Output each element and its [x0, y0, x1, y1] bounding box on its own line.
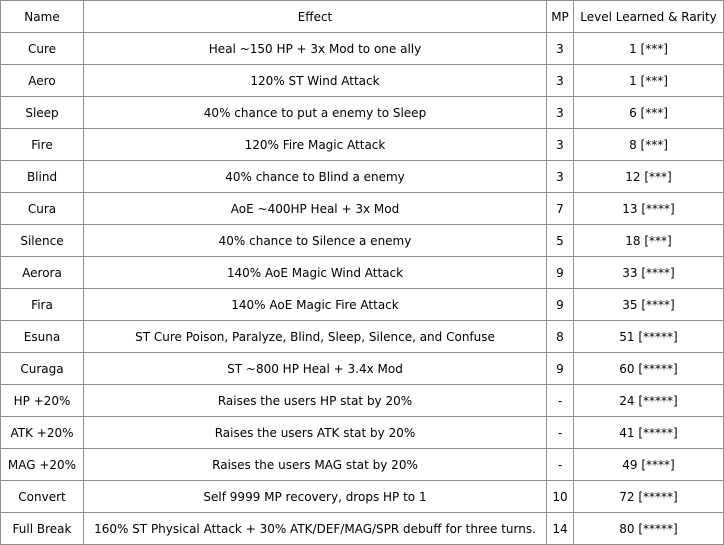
- name-cell: Blind: [1, 161, 84, 193]
- effect-cell: 120% ST Wind Attack: [84, 65, 547, 97]
- effect-cell: 40% chance to Blind a enemy: [84, 161, 547, 193]
- name-cell: Convert: [1, 481, 84, 513]
- name-column-header: Name: [1, 1, 84, 33]
- table-row: [1, 353, 724, 385]
- effect-cell: 140% AoE Magic Wind Attack: [84, 257, 547, 289]
- name-cell: Aero: [1, 65, 84, 97]
- effect-cell: AoE ~400HP Heal + 3x Mod: [84, 193, 547, 225]
- level-cell: 51 [*****]: [574, 321, 724, 353]
- table-row: [1, 129, 724, 161]
- level-cell: 1 [***]: [574, 33, 724, 65]
- mp-column-header: MP: [547, 1, 574, 33]
- table-row: [1, 257, 724, 289]
- name-cell: HP +20%: [1, 385, 84, 417]
- name-cell: Fira: [1, 289, 84, 321]
- level-column-header: Level Learned & Rarity: [574, 1, 724, 33]
- mp-cell: 3: [547, 33, 574, 65]
- level-cell: 41 [*****]: [574, 417, 724, 449]
- mp-cell: -: [547, 385, 574, 417]
- table-row: [1, 321, 724, 353]
- name-cell: Full Break: [1, 513, 84, 545]
- level-cell: 72 [*****]: [574, 481, 724, 513]
- name-cell: Aerora: [1, 257, 84, 289]
- level-cell: 6 [***]: [574, 97, 724, 129]
- table-row: [1, 97, 724, 129]
- effect-column-header: Effect: [84, 1, 547, 33]
- level-cell: 24 [*****]: [574, 385, 724, 417]
- level-cell: 18 [***]: [574, 225, 724, 257]
- name-cell: Silence: [1, 225, 84, 257]
- table-row: [1, 161, 724, 193]
- table-row: [1, 65, 724, 97]
- level-cell: 12 [***]: [574, 161, 724, 193]
- effect-cell: Raises the users MAG stat by 20%: [84, 449, 547, 481]
- mp-cell: 8: [547, 321, 574, 353]
- name-cell: ATK +20%: [1, 417, 84, 449]
- mp-cell: 5: [547, 225, 574, 257]
- table-row: [1, 289, 724, 321]
- table-row: [1, 193, 724, 225]
- effect-cell: 40% chance to put a enemy to Sleep: [84, 97, 547, 129]
- level-cell: 33 [****]: [574, 257, 724, 289]
- effect-cell: Self 9999 MP recovery, drops HP to 1: [84, 481, 547, 513]
- mp-cell: 14: [547, 513, 574, 545]
- effect-cell: 140% AoE Magic Fire Attack: [84, 289, 547, 321]
- effect-cell: Heal ~150 HP + 3x Mod to one ally: [84, 33, 547, 65]
- name-cell: Curaga: [1, 353, 84, 385]
- name-cell: Cura: [1, 193, 84, 225]
- table-row: [1, 417, 724, 449]
- effect-cell: Raises the users ATK stat by 20%: [84, 417, 547, 449]
- name-cell: Cure: [1, 33, 84, 65]
- level-cell: 35 [****]: [574, 289, 724, 321]
- table-row: [1, 385, 724, 417]
- mp-cell: 3: [547, 97, 574, 129]
- level-cell: 1 [***]: [574, 65, 724, 97]
- mp-cell: 3: [547, 65, 574, 97]
- effect-cell: ST Cure Poison, Paralyze, Blind, Sleep, Silence, and Confuse: [84, 321, 547, 353]
- mp-cell: 9: [547, 353, 574, 385]
- effect-cell: ST ~800 HP Heal + 3.4x Mod: [84, 353, 547, 385]
- level-cell: 60 [*****]: [574, 353, 724, 385]
- name-cell: MAG +20%: [1, 449, 84, 481]
- level-cell: 13 [****]: [574, 193, 724, 225]
- level-cell: 8 [***]: [574, 129, 724, 161]
- table-row: [1, 33, 724, 65]
- mp-cell: 3: [547, 161, 574, 193]
- name-cell: Esuna: [1, 321, 84, 353]
- effect-cell: 160% ST Physical Attack + 30% ATK/DEF/MAG/SPR debuff for three turns.: [84, 513, 547, 545]
- table-row: [1, 513, 724, 545]
- mp-cell: 10: [547, 481, 574, 513]
- mp-cell: 9: [547, 289, 574, 321]
- table-row: [1, 225, 724, 257]
- level-cell: 80 [*****]: [574, 513, 724, 545]
- mp-cell: 3: [547, 129, 574, 161]
- table-row: [1, 481, 724, 513]
- mp-cell: -: [547, 417, 574, 449]
- mp-cell: 7: [547, 193, 574, 225]
- header-row: [1, 1, 724, 33]
- table-row: [1, 449, 724, 481]
- name-cell: Fire: [1, 129, 84, 161]
- effect-cell: 40% chance to Silence a enemy: [84, 225, 547, 257]
- name-cell: Sleep: [1, 97, 84, 129]
- mp-cell: -: [547, 449, 574, 481]
- effect-cell: Raises the users HP stat by 20%: [84, 385, 547, 417]
- effect-cell: 120% Fire Magic Attack: [84, 129, 547, 161]
- mp-cell: 9: [547, 257, 574, 289]
- level-cell: 49 [****]: [574, 449, 724, 481]
